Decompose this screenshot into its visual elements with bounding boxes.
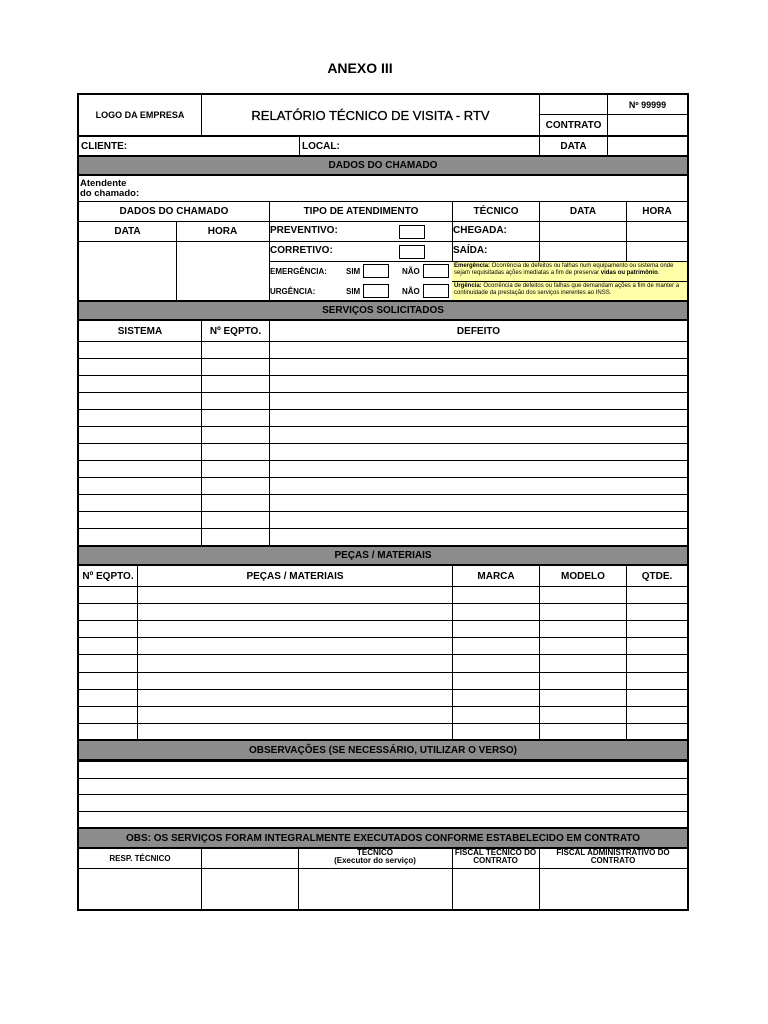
emergency-label: EMERGÊNCIA: <box>270 267 327 276</box>
preventive-checkbox[interactable] <box>399 225 425 239</box>
urgency-label: URGÊNCIA: <box>270 287 316 296</box>
table-row-line <box>79 341 687 342</box>
company-logo: LOGO DA EMPRESA <box>95 110 185 120</box>
sub-date-label: DATA <box>114 225 141 237</box>
parts-header-row <box>79 566 687 586</box>
urgency-no-checkbox[interactable] <box>423 284 449 298</box>
table-row-line <box>79 672 687 673</box>
preventive-label: PREVENTIVO: <box>270 225 338 236</box>
technician-label: TÉCNICO (Executor do serviço) <box>334 848 416 865</box>
table-row-line <box>79 603 687 604</box>
col-equipment-no: Nº EQPTO. <box>201 321 269 341</box>
attendant-label: Atendente <box>80 178 127 189</box>
table-row-line <box>79 761 687 762</box>
section-services: SERVIÇOS SOLICITADOS <box>79 300 687 321</box>
col-time: HORA <box>626 201 687 221</box>
table-row-line <box>79 778 687 779</box>
col-date: DATA <box>539 201 626 221</box>
table-row-line <box>79 460 687 461</box>
emergency-yes-checkbox[interactable] <box>363 264 389 278</box>
fiscal-tech-label: FISCAL TÉCNICO DO CONTRATO <box>454 848 537 865</box>
report-number: Nº 99999 <box>607 95 687 115</box>
emergency-no-label: NÃO <box>402 267 420 276</box>
section-observations: OBSERVAÇÕES (SE NECESSÁRIO, UTILIZAR O VERSO) <box>79 739 687 761</box>
blank-cell <box>539 95 607 115</box>
emergency-note: Emergência: Ocorrência de defeitos ou falhas num equipamento ou sistema onde sejam requisitadas ações imediatas a fim de preservar vidas ou patrimônio. <box>452 262 687 281</box>
urgency-yes-label: SIM <box>346 287 361 296</box>
col-service-type: TIPO DE ATENDIMENTO <box>269 201 452 221</box>
emergency-no-checkbox[interactable] <box>423 264 449 278</box>
table-row-line <box>79 443 687 444</box>
col-defect: DEFEITO <box>269 321 687 341</box>
table-row-line <box>79 620 687 621</box>
contract-field[interactable] <box>607 115 687 135</box>
table-row-line <box>79 586 687 587</box>
page-title: ANEXO III <box>327 60 393 76</box>
col-parts-eq-no: Nº EQPTO. <box>82 570 134 582</box>
col-brand: MARCA <box>452 566 539 586</box>
corrective-checkbox[interactable] <box>399 245 425 259</box>
section-parts: PEÇAS / MATERIAIS <box>79 545 687 566</box>
attendant-label-2: do chamado: <box>80 188 140 199</box>
table-row-line <box>79 528 687 529</box>
col-parts: PEÇAS / MATERIAIS <box>137 566 452 586</box>
table-row-line <box>79 689 687 690</box>
resp-technician-label: RESP. TÉCNICO <box>109 854 171 863</box>
table-row-line <box>79 426 687 427</box>
urgency-note: Urgência: Ocorrência de defeitos ou falhas que demandam ações a fim de manter a continuidade da prestação dos serviços inerentes ao INSS. <box>452 282 687 301</box>
local-field[interactable]: LOCAL: <box>299 137 539 155</box>
col-qty: QTDE. <box>626 566 687 586</box>
section-call-data: DADOS DO CHAMADO <box>79 155 687 176</box>
emergency-yes-label: SIM <box>346 267 361 276</box>
table-row-line <box>79 706 687 707</box>
table-row-line <box>79 392 687 393</box>
date-field[interactable] <box>607 137 687 155</box>
date-label: DATA <box>539 137 607 155</box>
client-field[interactable]: CLIENTE: <box>81 140 128 152</box>
contract-label: CONTRATO <box>539 115 607 135</box>
table-row-line <box>79 794 687 795</box>
urgency-no-label: NÃO <box>402 287 420 296</box>
table-row-line <box>79 511 687 512</box>
table-row-line <box>79 811 687 812</box>
col-call-data: DADOS DO CHAMADO <box>119 205 229 217</box>
col-system: SISTEMA <box>117 325 163 337</box>
table-row-line <box>79 637 687 638</box>
sub-time-label: HORA <box>207 225 238 237</box>
client-row <box>79 137 687 155</box>
table-row-line <box>79 409 687 410</box>
call-columns-row <box>79 201 687 221</box>
table-row-line <box>79 723 687 724</box>
table-row-line <box>79 654 687 655</box>
header-row <box>79 95 687 135</box>
departure-label: SAÍDA: <box>453 245 488 256</box>
col-technician: TÉCNICO <box>452 201 539 221</box>
table-row-line <box>79 375 687 376</box>
report-title: RELATÓRIO TÉCNICO DE VISITA - RTV <box>201 95 539 135</box>
table-row-line <box>79 477 687 478</box>
arrival-label: CHEGADA: <box>453 225 507 236</box>
table-row-line <box>79 494 687 495</box>
footer-statement: OBS: OS SERVIÇOS FORAM INTEGRALMENTE EXECUTADOS CONFORME ESTABELECIDO EM CONTRATO <box>79 827 687 849</box>
rtv-form <box>77 93 689 911</box>
fiscal-admin-label: FISCAL ADMINISTRATIVO DO CONTRATO <box>556 848 670 865</box>
urgency-yes-checkbox[interactable] <box>363 284 389 298</box>
col-model: MODELO <box>539 566 626 586</box>
services-header-row <box>79 321 687 341</box>
corrective-label: CORRETIVO: <box>270 245 333 256</box>
table-row-line <box>79 358 687 359</box>
